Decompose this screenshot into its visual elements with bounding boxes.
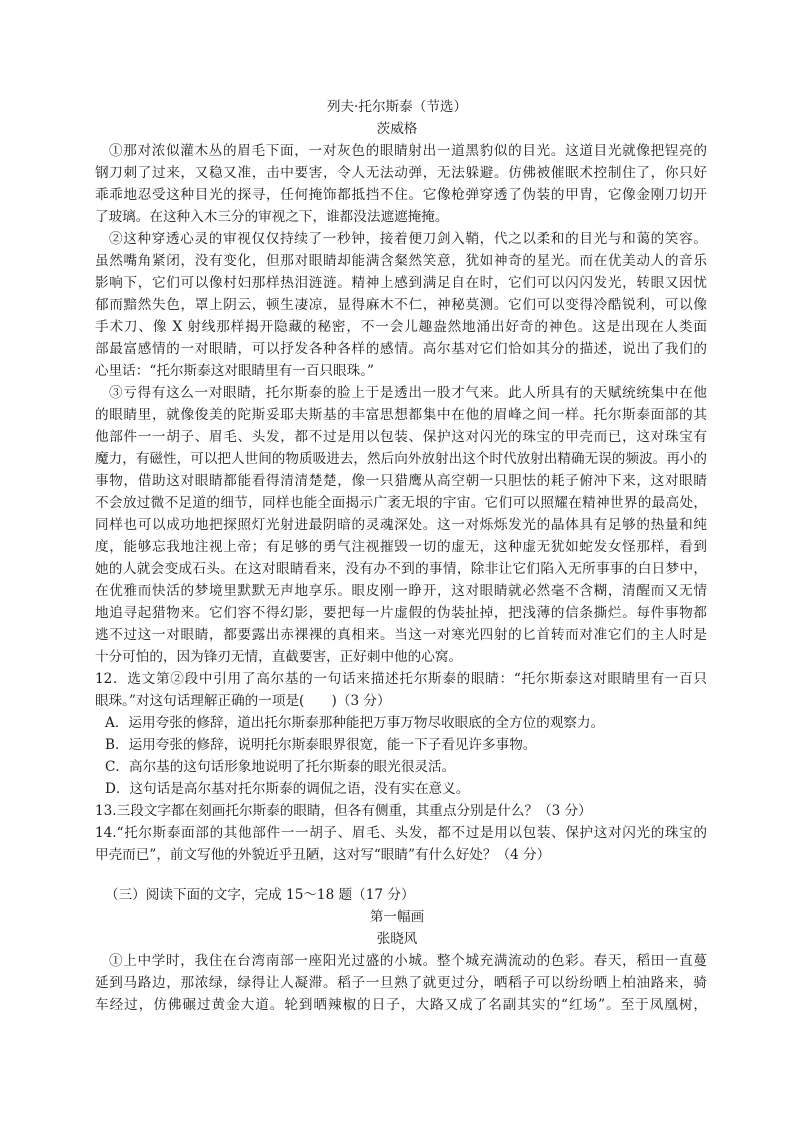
question-14-cont: 甲壳而已”，前文写他的外貌近乎丑陋，这对写“眼睛”有什么好处？（4 分） xyxy=(95,847,551,863)
paragraph-line: 手术刀、像 X 射线那样揭开隐藏的秘密，不一会儿趣盎然地涌出好奇的神色。这是出现在人类面 xyxy=(95,319,707,335)
paragraph-line: 虽然嘴角紧闭，没有变化，但那对眼睛却能满含粲然笑意，犹如神奇的星光。而在优美动人的音乐 xyxy=(95,253,707,269)
paragraph-line: 影响下，它们可以像村妇那样热泪涟涟。精神上感到满足自在时，它们可以闪闪发光，转眼又因忧 xyxy=(95,275,707,291)
question-12-cont: 眼珠。”对这句话理解正确的一项是( )（3 分） xyxy=(95,693,391,709)
section-author: 张晓风 xyxy=(376,931,418,947)
paragraph-line: 延到马路边，那浓绿，绿得让人凝滞。稻子一旦熟了就更过分，晒稻子可以纷纷晒上柏油路来，骑 xyxy=(95,975,707,991)
paragraph-line: 部最富感情的一对眼睛，可以抒发各种各样的感情。高尔基对它们恰如其分的描述，说出了我们的 xyxy=(95,341,707,357)
paragraph-line: 乖乖地忍受这种目光的探寻，任何掩饰都抵挡不住。它像枪弹穿透了伪装的甲胄，它像金刚刀切开 xyxy=(95,187,707,203)
paragraph-line: ①上中学时，我住在台湾南部一座阳光过盛的小城。整个城充满流动的色彩。春天，稻田一直蔓 xyxy=(109,953,707,969)
paragraph-line: ③亏得有这么一对眼睛，托尔斯泰的脸上于是透出一股才气来。此人所具有的天赋统统集中在他 xyxy=(109,385,707,401)
paragraph-line: ①那对浓似灌木丛的眉毛下面，一对灰色的眼睛射出一道黑豹似的目光。这道目光就像把锃亮的 xyxy=(109,143,707,159)
paragraph-line: 地追寻起猎物来。它们容不得幻影，要把每一片虚假的伪装扯掉，把浅薄的信条撕烂。每件事物都 xyxy=(95,605,707,621)
paragraph-line: ②这种穿透心灵的审视仅仅持续了一秒钟，接着便刀剑入鞘，代之以柔和的目光与和蔼的笑容。 xyxy=(109,231,707,247)
passage-author: 茨威格 xyxy=(376,121,418,137)
option-a: A．运用夸张的修辞，道出托尔斯泰那种能把万事万物尽收眼底的全方位的观察力。 xyxy=(105,715,605,731)
option-b: B．运用夸张的修辞，说明托尔斯泰眼界很宽，能一下子看见许多事物。 xyxy=(105,737,537,753)
paragraph-line: 心里话：“托尔斯泰这对眼睛里有一百只眼珠。” xyxy=(95,363,374,379)
paragraph-line: 钢刀刺了过来，又稳又准，击中要害，令人无法动弹，无法躲避。仿佛被催眠术控制住了，你只好 xyxy=(95,165,707,181)
paragraph-line: 在优雅而快活的梦境里默默无声地享乐。眼皮刚一睁开，这对眼睛就必然毫不含糊，清醒而又无情 xyxy=(95,583,707,599)
question-14: 14.“托尔斯泰面部的其他部件一一胡子、眉毛、头发，都不过是用以包装、保护这对闪光的珠宝的 xyxy=(95,825,707,841)
section-heading: （三）阅读下面的文字，完成 15～18 题（17 分） xyxy=(105,887,415,903)
paragraph-line: 逃不过这一对眼睛，都要露出赤裸裸的真相来。当这一对寒光四射的匕首转而对准它们的主人时是 xyxy=(95,627,707,643)
question-12: 12．选文第②段中引用了高尔基的一句话来描述托尔斯泰的眼睛：“托尔斯泰这对眼睛里有一百只 xyxy=(95,671,707,687)
paragraph-line: 的眼睛里，就像俊美的陀斯妥耶夫斯基的丰富思想都集中在他的眉峰之间一样。托尔斯泰面部的其 xyxy=(95,407,707,423)
paragraph-line: 了玻璃。在这种入木三分的审视之下，谁都没法遮遮掩掩。 xyxy=(95,209,449,225)
paragraph-line: 他部件一一胡子、眉毛、头发，都不过是用以包装、保护这对闪光的珠宝的甲壳而已，这对珠宝有 xyxy=(95,429,707,445)
paragraph-line: 郁而黯然失色，罩上阴云，顿生凄凉，显得麻木不仁，神秘莫测。它们可以变得冷酷锐利，可以像 xyxy=(95,297,707,313)
paragraph-line: 十分可怕的，因为锋刃无情，直截要害，正好刺中他的心窝。 xyxy=(95,649,463,665)
paragraph-line: 不会放过微不足道的细节，同样也能全面揭示广袤无垠的宇宙。它们可以照耀在精神世界的最高处， xyxy=(95,495,707,511)
paragraph-line: 同样也可以成功地把探照灯光射进最阴暗的灵魂深处。这一对烁烁发光的晶体具有足够的热量和纯 xyxy=(95,517,707,533)
question-13: 13.三段文字都在刻画托尔斯泰的眼睛，但各有侧重，其重点分别是什么？（3 分） xyxy=(95,803,592,819)
option-c: C．高尔基的这句话形象地说明了托尔斯泰的眼光很灵活。 xyxy=(105,759,456,775)
paragraph-line: 度，能够忘我地注视上帝；有足够的勇气注视摧毁一切的虚无，这种虚无犹如蛇发女怪那样，看到 xyxy=(95,539,707,555)
paragraph-line: 魔力，有磁性，可以把人世间的物质吸进去，然后向外放射出这个时代放射出精确无误的频波。再小的 xyxy=(95,451,707,467)
paragraph-line: 事物，借助这对眼睛都能看得清清楚楚，像一只猎鹰从高空朝一只胆怯的耗子俯冲下来，这对眼睛 xyxy=(95,473,707,489)
paragraph-line: 她的人就会变成石头。在这对眼睛看来，没有办不到的事情，除非让它们陷入无所事事的白日梦中， xyxy=(95,561,707,577)
option-d: D．这句话是高尔基对托尔斯泰的调侃之语，没有实在意义。 xyxy=(105,781,470,797)
section-title: 第一幅画 xyxy=(369,909,425,925)
paragraph-line: 车经过，仿佛碾过黄金大道。轮到晒辣椒的日子，大路又成了名副其实的“红场”。至于凤凰树， xyxy=(95,997,707,1013)
passage-title: 列夫·托尔斯泰（节选） xyxy=(326,99,468,115)
